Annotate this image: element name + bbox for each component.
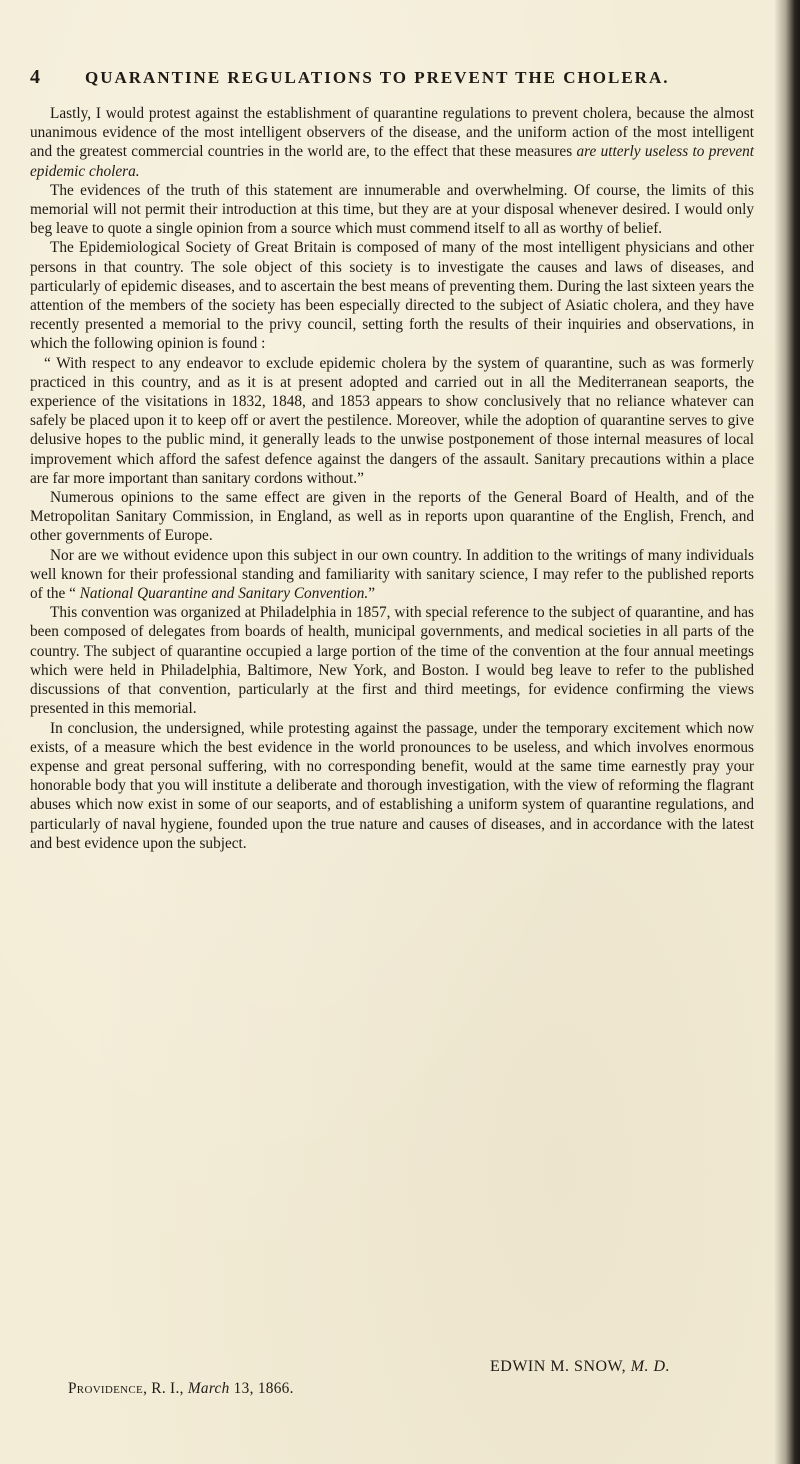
memorial-body [30,104,754,853]
dateline [68,1380,294,1398]
paragraph-own-country-text: Nor are we without evidence upon this subject in our own country. In addition to the writings of many individuals well known for their professional standing and familiarity with sanitary science, I may refer to the published reports of the “ [30,546,754,603]
emphasis-useless: are utterly useless to prevent epidemic cholera. [30,143,755,180]
page-number: 4 [30,66,41,88]
paragraph-quoted-opinion: “ With respect to any endeavor to exclude epidemic cholera by the system of quarantine, such as was formerly practiced in this country, and as it is at present adopted and carried out in all the Mediterranean seaports, the experience of the visitations in 1832, 1848, and 1853 appears to show conclusively that no reliance whatever can safely be placed upon it to keep off or avert the pestilence. Moreover, while the adoption of quarantine serves to give delusive hopes to the public mind, it generally leads to the unwise postponement of those internal measures of local improvement which afford the safest defence against the dangers of the assault. Sanitary precautions within a place are far more important than sanitary cordons without.” [30,354,754,487]
convention-title: National Quarantine and Sanitary Convention. [79,585,369,603]
signature [490,1358,670,1376]
paragraph-lastly [30,104,754,181]
paragraph-own-country [30,546,754,604]
paragraph-epidemiological-society: The Epidemiological Society of Great Britain is composed of many of the most intelligent physicians and other persons in that country. The sole object of this society is to investigate the causes and laws of diseases, and particularly of epidemic diseases, and to ascertain the best means of preventing them. During the last sixteen years the attention of the members of the society has been especially directed to the subject of Asiatic cholera, and they have recently presented a memorial to the privy council, setting forth the results of their inquiries and observations, in which the following opinion is found : [30,239,754,353]
signature-degree: M. D. [630,1358,671,1375]
dateline-place: Providence [68,1380,144,1397]
dateline-state: , R. I., [143,1380,188,1397]
dateline-month: March [187,1380,230,1397]
paragraph-lastly-text: Lastly, I would protest against the establishment of quarantine regulations to prevent cholera, because the almost unanimous evidence of the most intelligent observers of the disease, and the uniform action of the most intelligent and the greatest commercial countries in the world are, to the effect that these measures [30,105,754,161]
page-binding-shadow [774,0,800,1464]
running-head: QUARANTINE REGULATIONS TO PREVENT THE CHOLERA. [85,68,670,87]
paragraph-numerous-opinions: Numerous opinions to the same effect are given in the reports of the General Board of Health, and of the Metropolitan Sanitary Commission, in England, as well as in reports upon quarantine of the English, French, and other governments of Europe. [30,489,754,545]
closing-quote: ” [368,585,376,603]
page-header [30,66,750,94]
paragraph-conclusion: In conclusion, the undersigned, while protesting against the passage, under the temporary excitement which now exists, of a measure which the best evidence in the world pronounces to be useless, and which involves enormous expense and great personal suffering, with no corresponding benefit, would at the same time earnestly pray your honorable body that you will institute a deliberate and thorough investigation, with the view of reforming the flagrant abuses which now exist in some of our seaports, and of establishing a uniform system of quarantine regulations, and particularly of naval hygiene, founded upon the true nature and causes of diseases, and in accordance with the latest and best evidence upon the subject. [30,719,754,852]
signature-name: EDWIN M. SNOW, [490,1358,631,1375]
paragraph-convention: This convention was organized at Philadelphia in 1857, with special reference to the subject of quarantine, and has been composed of delegates from boards of health, municipal governments, and medical societies in all parts of the country. The subject of quarantine occupied a large portion of the time of the convention at the four annual meetings which were held in Philadelphia, Baltimore, New York, and Boston. I would beg leave to refer to the published discussions of that convention, particularly at the first and third meetings, for evidence confirming the views presented in this memorial. [30,604,754,718]
paragraph-evidences: The evidences of the truth of this statement are innumerable and overwhelming. Of course, the limits of this memorial will not permit their introduction at this time, but they are at your disposal whenever desired. I would only beg leave to quote a single opinion from a source which must commend itself to all as worthy of belief. [30,181,754,238]
dateline-day-year: 13, 1866. [229,1380,294,1397]
